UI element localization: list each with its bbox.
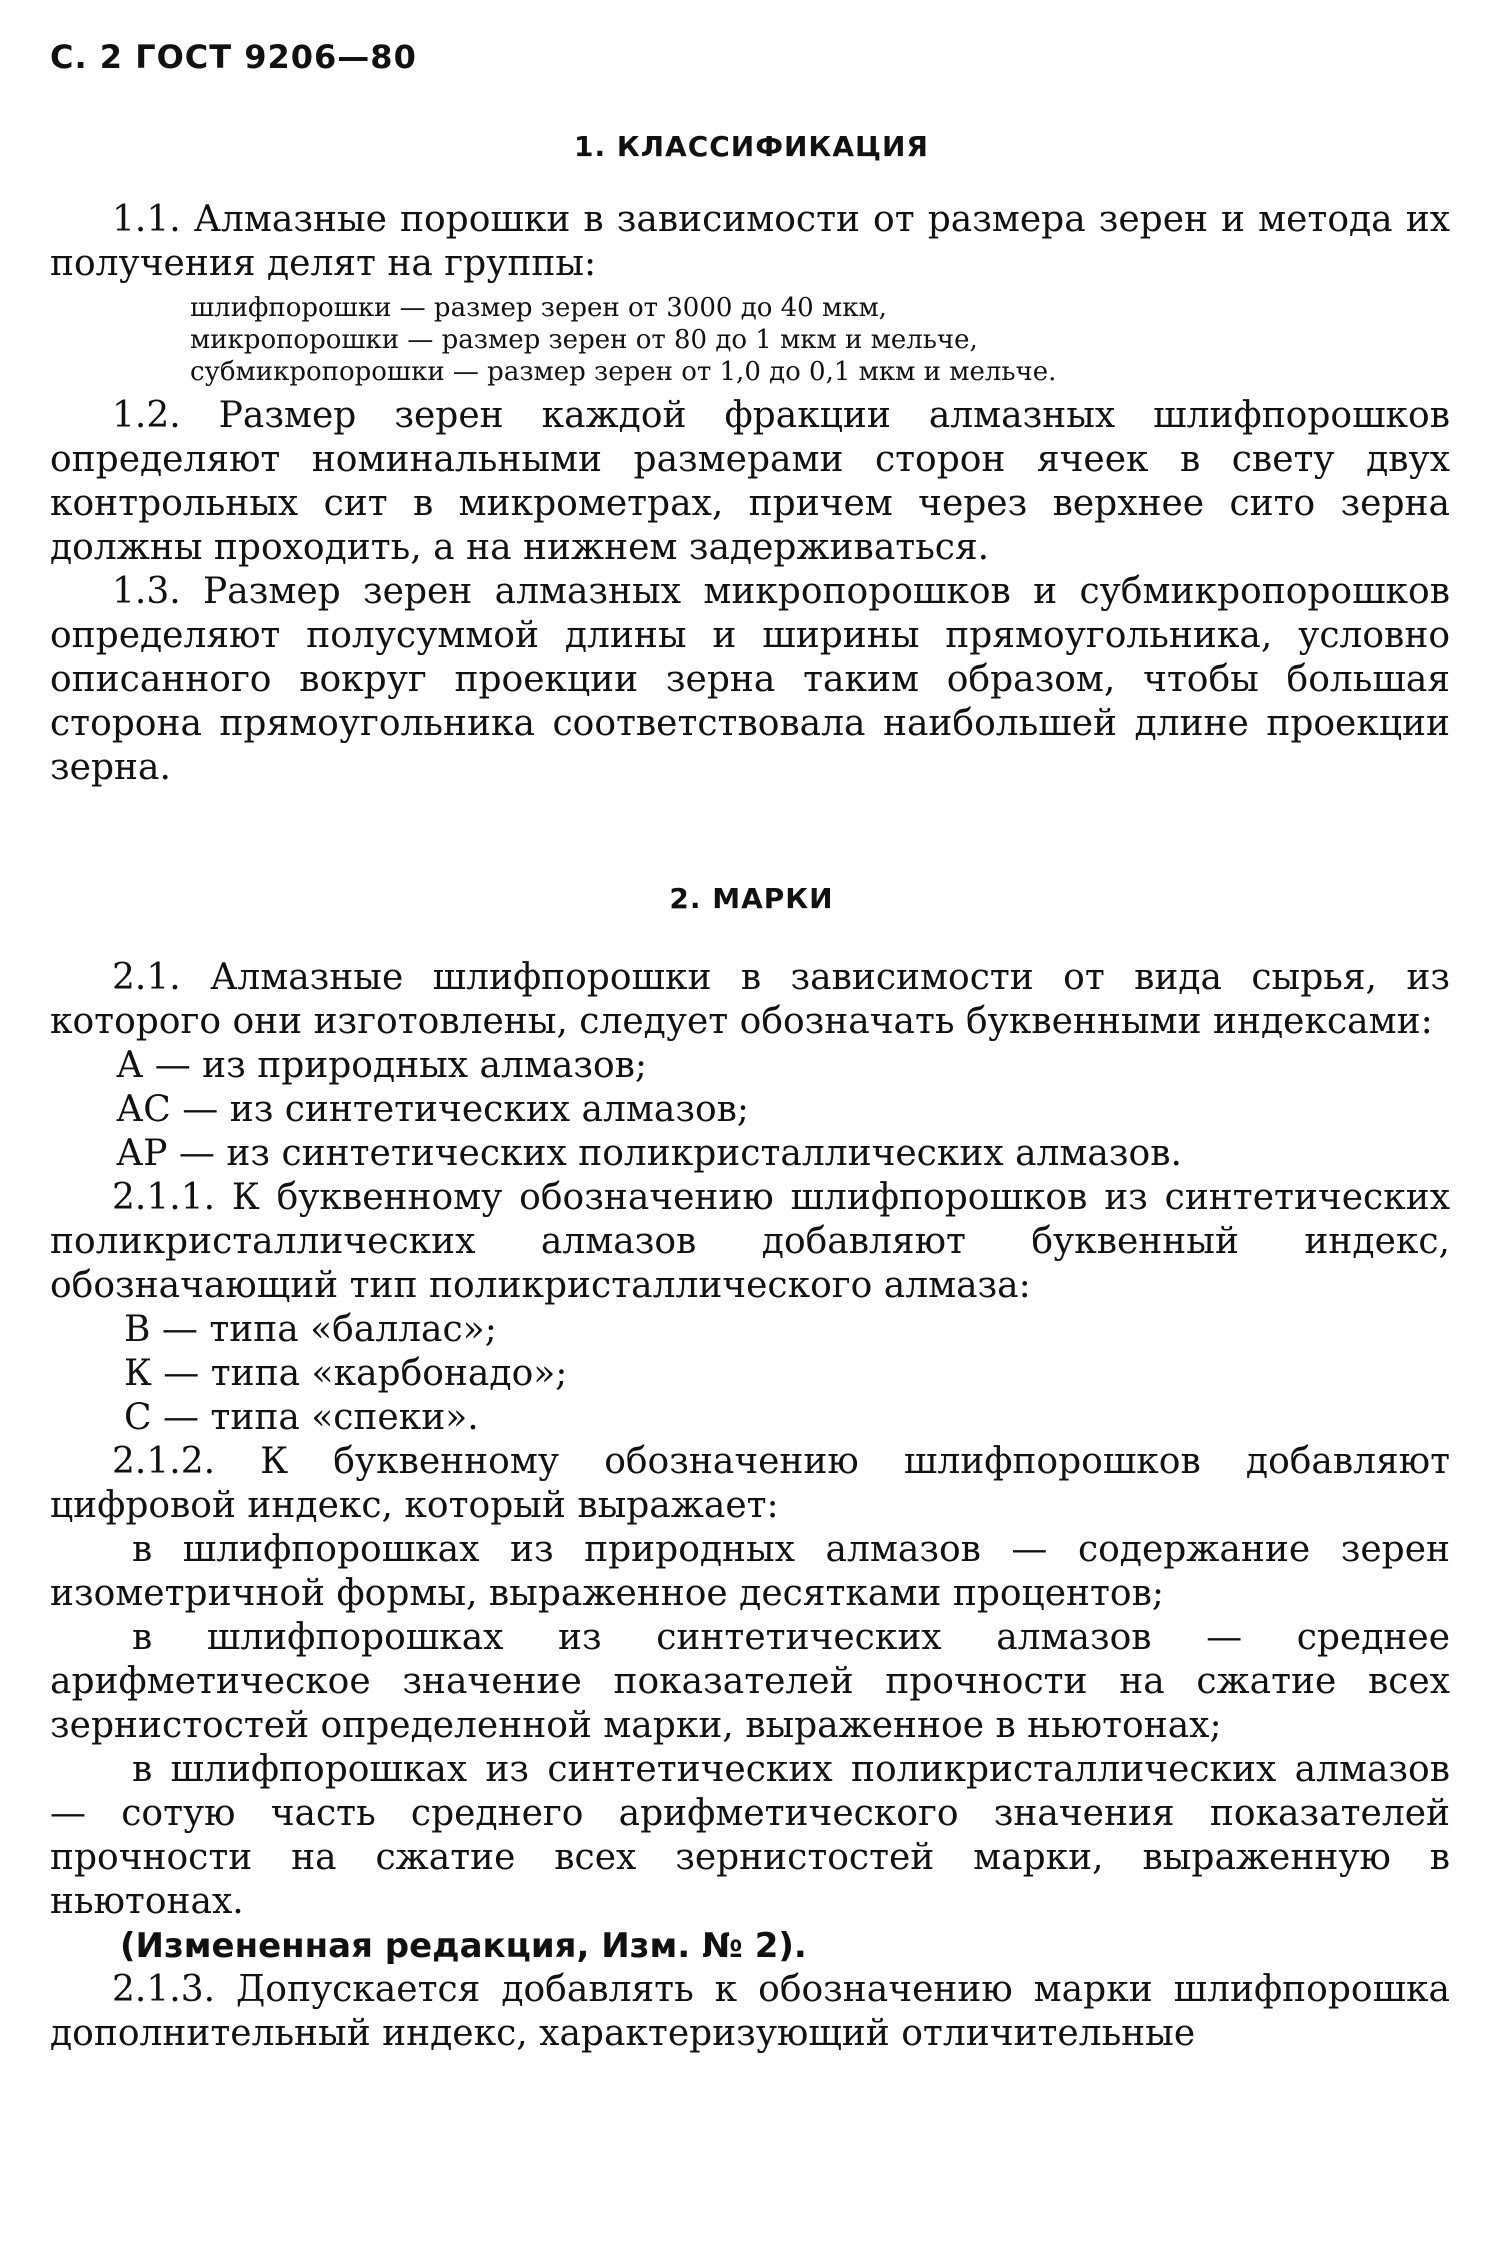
section-2-title: 2. МАРКИ <box>669 882 834 915</box>
group-item: микропорошки — размер зерен от 80 до 1 мкм и мельче, <box>190 325 978 355</box>
paragraph-natural: в шлифпорошках из природных алмазов — содержание зерен изометричной формы, выраженное десятками процентов; <box>50 1529 1450 1614</box>
paragraph-2-1-3: 2.1.3. Допускается добавлять к обозначению марки шлифпорошка дополнительный индекс, характеризующий отличительные <box>50 1969 1450 2054</box>
section-1-body <box>50 198 1450 790</box>
paragraph-1-3: 1.3. Размер зерен алмазных микропорошков и субмикропорошков определяют полусуммой длины и ширины прямоугольника, условно описанного вокруг проекции зерна таким образом, чтобы большая сторона прямоугольника соответствовала наибольшей длине проекции зерна. <box>50 571 1450 788</box>
paragraph-2-1: 2.1. Алмазные шлифпорошки в зависимости от вида сырья, из которого они изготовлены, следует обозначать буквенными индексами: <box>50 957 1450 1042</box>
poly-type-item: С — типа «спеки». <box>124 1397 479 1438</box>
running-header: С. 2 ГОСТ 9206—80 <box>50 38 417 76</box>
group-item: шлифпорошки — размер зерен от 3000 до 40 мкм, <box>190 293 887 323</box>
section-2-body <box>50 956 1450 2056</box>
paragraph-2-1-2: 2.1.2. К буквенному обозначению шлифпорошков добавляют цифровой индекс, который выражает: <box>50 1441 1450 1526</box>
raw-type-item: АР — из синтетических поликристаллических алмазов. <box>116 1133 1182 1174</box>
paragraph-synthetic: в шлифпорошках из синтетических алмазов — среднее арифметическое значение показателей прочности на сжатие всех зернистостей определенной марки, выраженное в ньютонах; <box>50 1617 1450 1746</box>
paragraph-poly: в шлифпорошках из синтетических поликристаллических алмазов — сотую часть среднего арифметического значения показателей прочности на сжатие всех зернистостей марки, выраженную в ньютонах. <box>50 1749 1450 1922</box>
poly-type-item: В — типа «баллас»; <box>124 1309 497 1350</box>
raw-type-item: А — из природных алмазов; <box>116 1045 648 1086</box>
paragraph-1-2: 1.2. Размер зерен каждой фракции алмазных шлифпорошков определяют номинальными размерами сторон ячеек в свету двух контрольных сит в микрометрах, причем через верхнее сито зерна должны проходить, а на нижнем задерживаться. <box>50 395 1450 568</box>
group-item: субмикропорошки — размер зерен от 1,0 до 0,1 мкм и мельче. <box>190 357 1057 387</box>
poly-type-item: К — типа «карбонадо»; <box>124 1353 568 1394</box>
paragraph-1-1: 1.1. Алмазные порошки в зависимости от размера зерен и метода их получения делят на группы: <box>50 199 1450 284</box>
amendment-note: (Измененная редакция, Изм. № 2). <box>120 1926 807 1966</box>
paragraph-2-1-1: 2.1.1. К буквенному обозначению шлифпорошков из синтетических поликристаллических алмазов добавляют буквенный индекс, обозначающий тип поликристаллического алмаза: <box>50 1177 1450 1306</box>
section-1-title: 1. КЛАССИФИКАЦИЯ <box>574 130 929 163</box>
raw-type-item: АС — из синтетических алмазов; <box>116 1089 750 1130</box>
